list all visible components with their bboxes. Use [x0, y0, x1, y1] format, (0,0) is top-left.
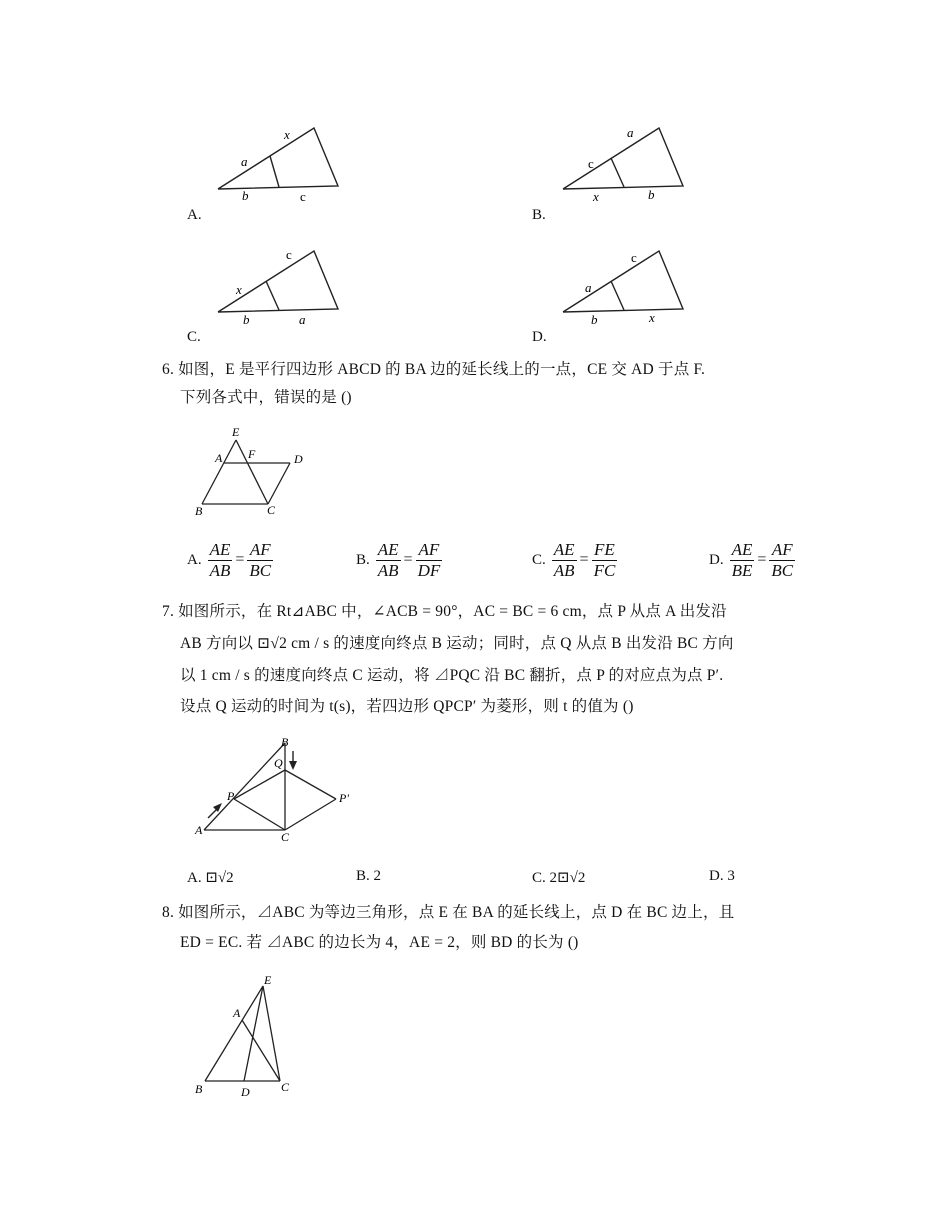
q6-fig-label-b: B: [195, 504, 203, 518]
q5a-label-upper: x: [284, 127, 290, 142]
q7-option-b[interactable]: [356, 868, 381, 885]
q5-option-a-label: A.: [187, 207, 202, 223]
q7-option-a-label: A.: [187, 870, 202, 886]
q6-option-a[interactable]: A. $\frac{AE}{AB}$ = $\frac{AF}{BC}$: [187, 540, 272, 580]
q5d-label-upper: c: [631, 250, 637, 265]
fraction: $\frac{AE}{AB}$: [209, 540, 231, 580]
q6-option-b[interactable]: B. $\frac{AE}{AB}$ = $\frac{AF}{DF}$: [356, 540, 441, 580]
q5-option-d-label: D.: [532, 329, 547, 345]
q8-fig-label-e: E: [264, 973, 272, 987]
fraction: $\frac{AE}{BE}$: [731, 540, 753, 580]
q5c-label-left: x: [236, 282, 242, 297]
q7-option-d-label: D.: [709, 868, 724, 884]
q6-option-a-label: A.: [187, 551, 202, 568]
q7-fig-label-b: B: [281, 735, 289, 749]
q5c-label-bottom-right: a: [299, 312, 306, 327]
q5-figure-b: [525, 120, 705, 225]
q5-figure-d: [525, 243, 705, 348]
fraction: $\frac{AF}{BC}$: [249, 540, 272, 580]
q6-option-d-label: D.: [709, 551, 724, 568]
q7-question-line4: 设点 Q 运动的时间为 t(s)，若四边形 QPCP′ 为菱形，则 t 的值为 (): [180, 698, 634, 715]
q6-parallelogram-figure: [190, 423, 320, 523]
q5b-label-upper: a: [627, 125, 634, 140]
q8-fig-label-a: A: [233, 1006, 241, 1020]
q7-option-c-label: C.: [532, 870, 546, 886]
q5c-label-bottom-left: b: [243, 312, 250, 327]
q5-figure-a: [180, 120, 360, 225]
q7-fig-label-c: C: [281, 830, 290, 844]
q8-question-line1: 8. 如图所示，⊿ABC 为等边三角形，点 E 在 BA 的延长线上，点 D 在 BC 边上，且: [162, 904, 735, 921]
q6-question-line2: 下列各式中，错误的是 (): [180, 389, 352, 406]
q7-question-line2: AB 方向以 ⊡√2 cm / s 的速度向终点 B 运动；同时，点 Q 从点 B 出发沿 BC 方向: [180, 635, 734, 652]
q6-option-c-label: C.: [532, 551, 546, 568]
q8-question-line2: ED = EC. 若 ⊿ABC 的边长为 4，AE = 2，则 BD 的长为 (): [180, 934, 579, 951]
q7-option-a-value: ⊡√2: [205, 870, 234, 886]
q7-option-b-value: 2: [373, 868, 382, 884]
q5-figure-c: [180, 243, 360, 348]
q8-fig-label-d: D: [241, 1085, 250, 1099]
q8-fig-label-c: C: [281, 1080, 290, 1094]
q6-question-line1: 6. 如图，E 是平行四边形 ABCD 的 BA 边的延长线上的一点，CE 交 AD 于点 F.: [162, 361, 706, 378]
q5d-label-bottom-left: b: [591, 312, 598, 327]
q7-option-a[interactable]: [187, 868, 234, 887]
q6-fig-label-a: A: [215, 451, 223, 465]
q8-fig-label-b: B: [195, 1082, 203, 1096]
fraction: $\frac{AF}{DF}$: [417, 540, 441, 580]
q5d-label-left: a: [585, 280, 592, 295]
q5d-label-bottom-right: x: [649, 310, 655, 325]
fraction: $\frac{FE}{FC}$: [593, 540, 616, 580]
q6-option-b-label: B.: [356, 551, 370, 568]
q8-triangle-figure: [190, 968, 310, 1100]
q6-fig-label-e: E: [232, 425, 240, 439]
q7-question-line3: 以 1 cm / s 的速度向终点 C 运动，将 ⊿PQC 沿 BC 翻折，点 P 的对应点为点 P′.: [180, 667, 724, 684]
q7-option-c[interactable]: [532, 868, 585, 887]
q6-fig-label-d: D: [294, 452, 303, 466]
q6-fig-label-c: C: [267, 503, 276, 517]
q5a-label-bottom-right: c: [300, 189, 306, 204]
fraction: $\frac{AE}{AB}$: [377, 540, 399, 580]
q5b-label-bottom-right: b: [648, 187, 655, 202]
q7-option-d-value: 3: [727, 868, 735, 884]
q7-fig-label-p-prime: P': [339, 791, 349, 805]
q5-option-b-label: B.: [532, 207, 546, 223]
q7-fig-label-q: Q: [274, 756, 283, 770]
fraction: $\frac{AF}{BC}$: [771, 540, 794, 580]
q7-fig-label-a: A: [195, 823, 203, 837]
q5-option-c-label: C.: [187, 329, 201, 345]
q5a-label-bottom-left: b: [242, 188, 249, 203]
q7-fig-label-p: P: [227, 789, 235, 803]
q7-option-c-value: 2⊡√2: [549, 870, 586, 886]
q5b-label-bottom-left: x: [593, 189, 599, 204]
q5c-label-upper: c: [286, 247, 292, 262]
q7-rhombus-figure: [190, 733, 360, 848]
q5b-label-left: c: [588, 156, 594, 171]
q6-fig-label-f: F: [248, 447, 256, 461]
q7-option-b-label: B.: [356, 868, 370, 884]
fraction: $\frac{AE}{AB}$: [553, 540, 575, 580]
q6-option-c[interactable]: C. $\frac{AE}{AB}$ = $\frac{FE}{FC}$: [532, 540, 616, 580]
q6-option-d[interactable]: D. $\frac{AE}{BE}$ = $\frac{AF}{BC}$: [709, 540, 794, 580]
q7-question-line1: 7. 如图所示，在 Rt⊿ABC 中，∠ACB = 90°，AC = BC = 6 cm，点 P 从点 A 出发沿: [162, 603, 727, 620]
q7-option-d[interactable]: [709, 868, 735, 885]
q5a-label-left: a: [241, 154, 248, 169]
